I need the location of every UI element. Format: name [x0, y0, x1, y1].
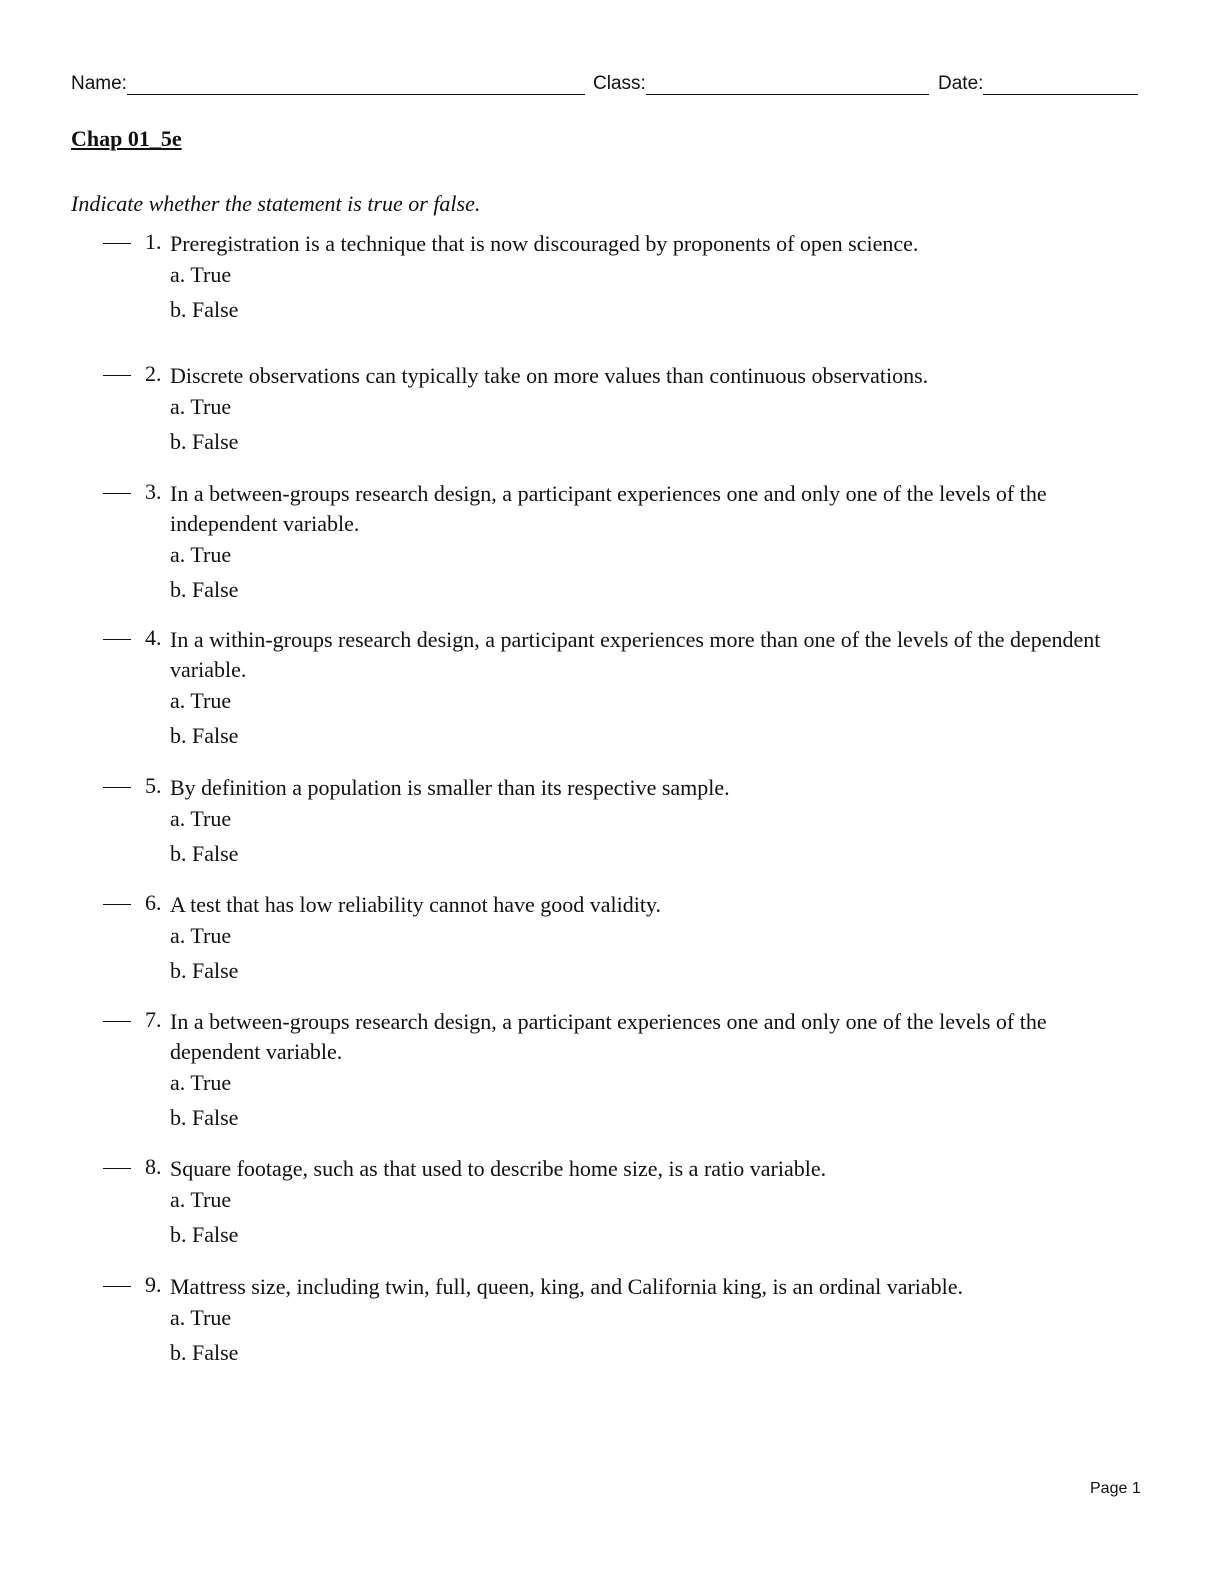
question-text-line: independent variable. [170, 511, 360, 536]
option-false: b. False [170, 297, 239, 322]
answer-blank[interactable] [103, 493, 131, 494]
class-blank[interactable] [646, 72, 929, 95]
document-title: Chap 01_5e [71, 126, 182, 151]
class-field [593, 72, 929, 95]
question-text [170, 479, 1120, 539]
name-blank[interactable] [127, 72, 585, 95]
question-text-line: Discrete observations can typically take on more values than continuous observations. [170, 363, 929, 388]
question-text [170, 229, 1120, 259]
option-false: b. False [170, 723, 239, 748]
question-number: 8. [145, 1154, 162, 1179]
class-label: Class: [593, 73, 646, 94]
option-true: a. True [170, 542, 232, 567]
option-true: a. True [170, 1070, 232, 1095]
question-text-line: By definition a population is smaller than its respective sample. [170, 775, 730, 800]
answer-blank[interactable] [103, 243, 131, 244]
option-true: a. True [170, 262, 232, 287]
question-text-line: In a between-groups research design, a participant experiences one and only one of the levels of the [170, 1009, 1047, 1034]
answer-blank[interactable] [103, 1168, 131, 1169]
date-field [938, 72, 1138, 95]
question-text [170, 361, 1120, 391]
question-number: 9. [145, 1272, 162, 1297]
option-false: b. False [170, 958, 239, 983]
question-number: 5. [145, 773, 162, 798]
option-false: b. False [170, 1340, 239, 1365]
option-false: b. False [170, 577, 239, 602]
option-true: a. True [170, 923, 232, 948]
question-number: 4. [145, 625, 162, 650]
question-number: 1. [145, 229, 162, 254]
option-true: a. True [170, 1187, 232, 1212]
option-false: b. False [170, 1222, 239, 1247]
name-field [71, 72, 585, 95]
option-false: b. False [170, 429, 239, 454]
question-text [170, 1154, 1120, 1184]
question-number: 2. [145, 361, 162, 386]
header-fields [71, 72, 1143, 98]
question-text-line: Preregistration is a technique that is now discouraged by proponents of open science. [170, 231, 919, 256]
answer-blank[interactable] [103, 1021, 131, 1022]
option-true: a. True [170, 688, 232, 713]
question-text-line: In a between-groups research design, a participant experiences one and only one of the levels of the [170, 481, 1047, 506]
question-text [170, 625, 1120, 685]
answer-blank[interactable] [103, 904, 131, 905]
date-blank[interactable] [983, 72, 1138, 95]
question-text [170, 1007, 1120, 1067]
option-true: a. True [170, 806, 232, 831]
option-false: b. False [170, 1105, 239, 1130]
question-text-line: In a within-groups research design, a participant experiences more than one of the levels of the dependent [170, 627, 1101, 652]
date-label: Date: [938, 73, 984, 94]
question-text-line: Mattress size, including twin, full, queen, king, and California king, is an ordinal variable. [170, 1274, 964, 1299]
question-text-line: dependent variable. [170, 1039, 343, 1064]
question-text [170, 890, 1120, 920]
question-number: 6. [145, 890, 162, 915]
question-number: 3. [145, 479, 162, 504]
answer-blank[interactable] [103, 1286, 131, 1287]
answer-blank[interactable] [103, 639, 131, 640]
option-true: a. True [170, 394, 232, 419]
question-text [170, 773, 1120, 803]
option-true: a. True [170, 1305, 232, 1330]
question-number: 7. [145, 1007, 162, 1032]
answer-blank[interactable] [103, 787, 131, 788]
option-false: b. False [170, 841, 239, 866]
answer-blank[interactable] [103, 375, 131, 376]
name-label: Name: [71, 73, 127, 94]
question-text-line: Square footage, such as that used to describe home size, is a ratio variable. [170, 1156, 827, 1181]
page-number: Page 1 [1090, 1480, 1141, 1497]
instructions: Indicate whether the statement is true or false. [71, 191, 481, 216]
question-text-line: A test that has low reliability cannot have good validity. [170, 892, 662, 917]
question-text [170, 1272, 1120, 1302]
question-text-line: variable. [170, 657, 247, 682]
